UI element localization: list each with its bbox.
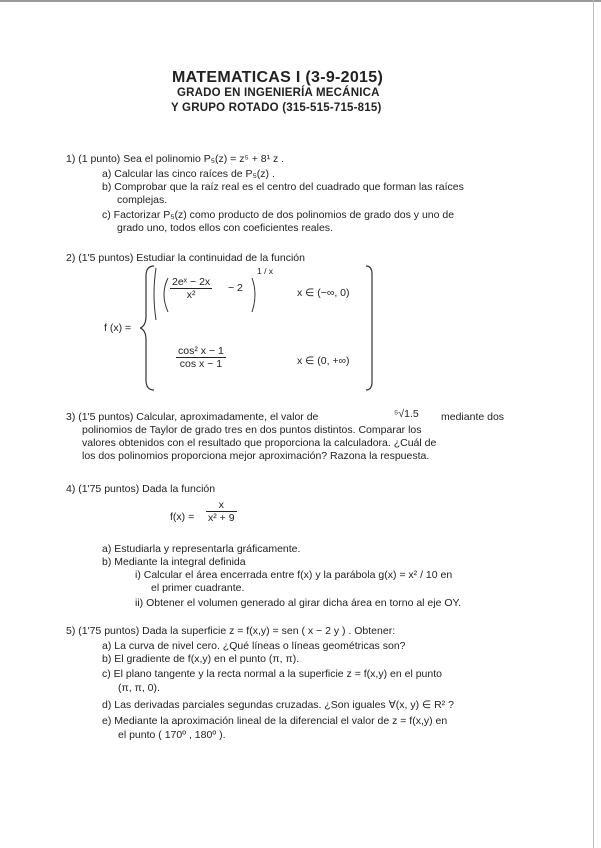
q5-part-b: b) El gradiente de f(x,y) en el punto (π, π). [102,653,300,665]
exam-title: MATEMATICAS I (3-9-2015) [172,69,384,86]
q5-part-e-line1: e) Mediante la aproximación lineal de la diferencial el valor de z = f(x,y) en [102,715,448,727]
q2-piece1-fraction [170,276,212,301]
q2-piece1-num: 2eˣ − 2x [172,276,211,288]
q2-piece2-den: cos x − 1 [179,358,223,370]
q5-part-c-line1: c) El plano tangente y la recta normal a la superficie z = f(x,y) en el punto [102,668,442,680]
scan-top-edge [0,0,601,2]
q4-den: x² + 9 [208,512,235,524]
scan-right-edge [593,0,594,848]
q4-f-label: f(x) = [170,511,195,523]
q3-line3: valores obtenidos con el resultado que proporciona la calculadora. ¿Cuál de [82,437,437,449]
q4-part-b-ii: ii) Obtener el volumen generado al girar dicha área en torno al eje OY. [135,597,462,609]
q4-part-b-i-line2: el primer cuadrante. [151,582,245,594]
q2-piece1-den: x² [186,289,196,301]
q5-stem: 5) (1'75 puntos) Dada la superficie z = f(x,y) = sen ( x − 2 y ) . Obtener: [66,625,396,637]
q4-stem: 4) (1'75 puntos) Dada la función [66,483,216,495]
q2-piece2-domain: x ∈ (0, +∞) [297,355,350,367]
exam-subtitle-group: Y GRUPO ROTADO (315-515-715-815) [171,102,382,114]
q2-f-label: f (x) = [104,322,132,334]
q5-part-c-line2: (π, π, 0). [118,682,160,694]
exam-subtitle-degree: GRADO EN INGENIERÍA MECÁNICA [177,87,380,99]
q3-line2: polinomios de Taylor de grado tres en dos puntos distintos. Comparar los [82,424,422,436]
q5-part-a: a) La curva de nivel cero. ¿Qué líneas o líneas geométricas son? [102,640,406,652]
q4-part-b: b) Mediante la integral definida [102,556,246,568]
q2-piece1-minus: − 2 [228,282,243,294]
q3-root: ⁵√1.5 [394,408,419,420]
q5-part-d: d) Las derivadas parciales segundas cruzadas. ¿Son iguales ∀(x, y) ∈ R² ? [102,699,454,711]
q4-num: x [218,499,224,511]
q4-part-b-i-line1: i) Calcular el área encerrada entre f(x) y la parábola g(x) = x² / 10 en [135,569,453,581]
q1-part-b-line1: b) Comprobar que la raíz real es el centro del cuadrado que forman las raíces [102,181,464,193]
q3-line1-end: mediante dos [441,411,505,423]
q2-piece1-exponent: 1 / x [257,266,274,276]
q1-part-c-line2: grado uno, todos ellos con coeficientes reales. [117,222,333,234]
q1-part-c-line1: c) Factorizar P₅(z) como producto de dos polinomios de grado dos y uno de [102,209,455,221]
q2-piece2-num: cos² x − 1 [178,345,224,357]
q4-part-a: a) Estudiarla y representarla gráficamente. [102,543,301,555]
q2-piece1-domain: x ∈ (−∞, 0) [297,287,350,299]
q2-piece2-fraction [176,345,226,370]
q1-part-b-line2: complejas. [117,194,168,206]
q5-part-e-line2: el punto ( 170º , 180º ). [118,729,226,741]
q3-line1: 3) (1'5 puntos) Calcular, aproximadamente, el valor de [66,411,319,423]
q4-fraction [206,499,237,524]
q1-stem: 1) (1 punto) Sea el polinomio P₅(z) = z⁵ + 8¹ z . [66,153,285,165]
q2-stem: 2) (1'5 puntos) Estudiar la continuidad de la función [66,252,305,264]
q3-line4: los dos polinomios proporciona mejor aproximación? Razona la respuesta. [82,450,430,462]
q1-part-a: a) Calcular las cinco raíces de P₅(z) . [102,168,275,180]
